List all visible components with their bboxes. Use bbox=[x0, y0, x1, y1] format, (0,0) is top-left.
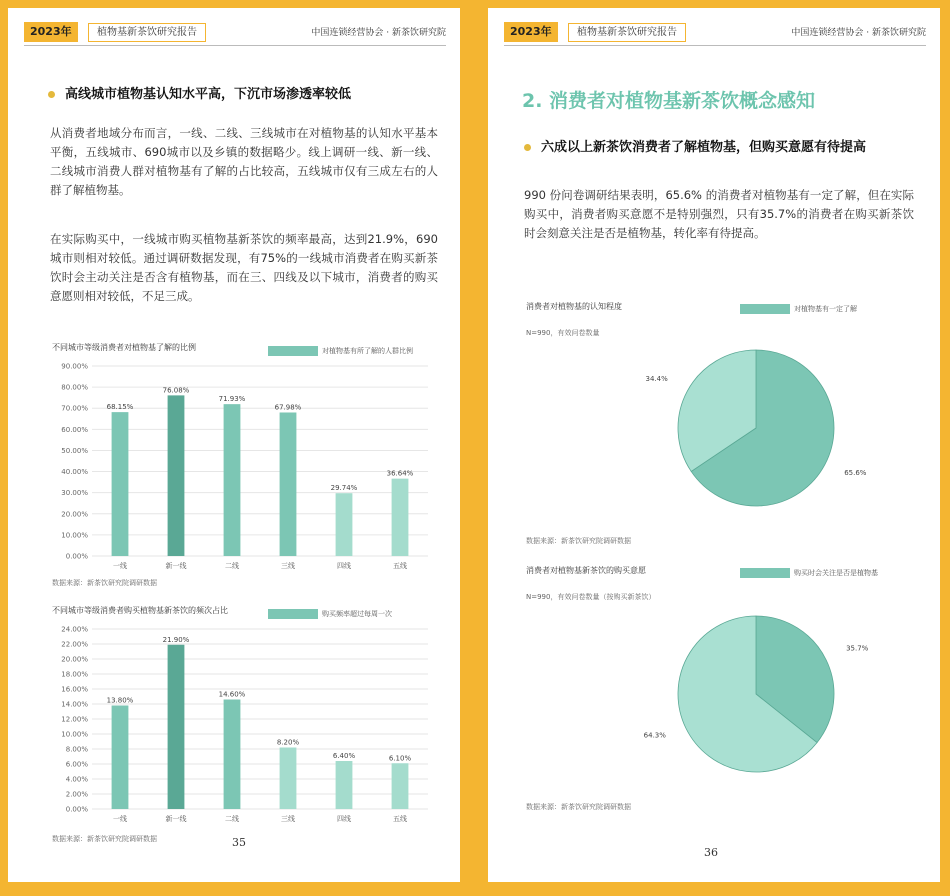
data-label: 14.60% bbox=[218, 690, 246, 699]
data-label: 35.7% bbox=[846, 644, 869, 653]
pie1-unit: N=990，有效问卷数量 bbox=[526, 329, 600, 337]
paragraph-1: 从消费者地域分布而言，一线、二线、三线城市在对植物基的认知水平基本平衡，五线城市、690城市以及乡镇的数据略少。线上调研一线、新一线、二线城市消费人群对植物基有了解的占比较高，五线城市仅有三成左右的人群了解植物基。 bbox=[50, 126, 438, 197]
x-tick-label: 新一线 bbox=[165, 815, 187, 823]
bar bbox=[392, 479, 409, 556]
x-tick-label: 五线 bbox=[393, 815, 407, 823]
bar bbox=[224, 404, 241, 556]
pie1-source: 数据来源：新茶饮研究院调研数据 bbox=[526, 537, 631, 545]
bar bbox=[112, 706, 129, 810]
x-tick-label: 三线 bbox=[281, 815, 295, 823]
bar bbox=[168, 645, 185, 809]
pie2-unit: N=990，有效问卷数量（按购买新茶饮） bbox=[526, 593, 656, 601]
y-tick-label: 20.00% bbox=[61, 655, 88, 664]
y-tick-label: 8.00% bbox=[65, 745, 88, 754]
chart2-source: 数据来源：新茶饮研究院调研数据 bbox=[52, 835, 157, 843]
source-tag: 中国连锁经营协会 · 新茶饮研究院 bbox=[311, 28, 446, 38]
data-label: 76.08% bbox=[162, 386, 190, 395]
paragraph-1: 990 份问卷调研结果表明，65.6% 的消费者对植物基有一定了解，但在实际购买中，消费者购买意愿不是特别强烈，只有35.7%的消费者在购买新茶饮时会刻意关注是否是植物基，转化率有待提高。 bbox=[524, 188, 914, 240]
chart1-svg bbox=[48, 360, 438, 572]
page-number: 35 bbox=[232, 836, 246, 849]
header-divider bbox=[504, 45, 926, 46]
section-title-text: 高线城市植物基认知水平高，下沉市场渗透率较低 bbox=[65, 87, 352, 102]
pie2-legend bbox=[740, 562, 878, 577]
y-tick-label: 10.00% bbox=[61, 730, 88, 739]
bar bbox=[112, 412, 129, 556]
y-tick-label: 2.00% bbox=[65, 790, 88, 799]
legend-swatch bbox=[740, 568, 790, 578]
pie2-source: 数据来源：新茶饮研究院调研数据 bbox=[526, 803, 631, 811]
bullet-dot-icon bbox=[48, 91, 55, 98]
y-tick-label: 60.00% bbox=[61, 425, 88, 434]
x-tick-label: 一线 bbox=[113, 562, 127, 570]
report-title: 植物基新茶饮研究报告 bbox=[568, 23, 686, 42]
left-page bbox=[8, 8, 460, 882]
data-label: 13.80% bbox=[106, 696, 134, 705]
legend-swatch bbox=[268, 609, 318, 619]
legend-text: 购买频率超过每周一次 bbox=[322, 609, 392, 618]
data-label: 71.93% bbox=[218, 395, 246, 404]
y-tick-label: 40.00% bbox=[61, 468, 88, 477]
data-label: 65.6% bbox=[844, 469, 867, 478]
pie1-title: 消费者对植物基的认知程度 bbox=[526, 302, 622, 311]
y-tick-label: 50.00% bbox=[61, 446, 88, 455]
x-tick-label: 四线 bbox=[337, 815, 351, 823]
bar bbox=[168, 395, 185, 556]
bar bbox=[280, 412, 297, 556]
chart2-title: 不同城市等级消费者购买植物基新茶饮的频次占比 bbox=[52, 606, 228, 615]
data-label: 68.15% bbox=[106, 403, 134, 412]
y-tick-label: 4.00% bbox=[65, 775, 88, 784]
y-tick-label: 24.00% bbox=[61, 625, 88, 634]
header-divider bbox=[24, 45, 446, 46]
page-header bbox=[504, 22, 926, 44]
data-label: 6.40% bbox=[332, 752, 356, 760]
bar bbox=[224, 700, 241, 810]
x-tick-label: 二线 bbox=[225, 815, 239, 823]
data-label: 6.10% bbox=[388, 754, 412, 763]
data-label: 21.90% bbox=[162, 635, 190, 644]
data-label: 29.74% bbox=[330, 484, 358, 493]
y-tick-label: 18.00% bbox=[61, 670, 88, 679]
x-tick-label: 新一线 bbox=[165, 562, 187, 570]
paragraph-2: 在实际购买中，一线城市购买植物基新茶饮的频率最高，达到21.9%，690城市则相对较低。通过调研数据发现，有75%的一线城市消费者在购买新茶饮时会主动关注是否含有植物基，而在三、四线及以下城市，消费者的购买意愿则相对较低，不足三成。 bbox=[50, 232, 438, 303]
page-header bbox=[24, 22, 446, 44]
y-tick-label: 70.00% bbox=[61, 404, 88, 413]
year-tag: 2023年 bbox=[24, 22, 78, 42]
y-tick-label: 0.00% bbox=[65, 552, 88, 561]
bar bbox=[336, 761, 353, 809]
chart2-svg bbox=[48, 623, 438, 825]
chart2-legend bbox=[268, 603, 392, 618]
y-tick-label: 80.00% bbox=[61, 383, 88, 392]
year-tag: 2023年 bbox=[504, 22, 558, 42]
report-title: 植物基新茶饮研究报告 bbox=[88, 23, 206, 42]
x-tick-label: 四线 bbox=[337, 562, 351, 570]
legend-text: 对植物基有一定了解 bbox=[794, 304, 857, 313]
legend-text: 购买时会关注是否是植物基 bbox=[794, 568, 878, 577]
y-tick-label: 90.00% bbox=[61, 362, 88, 371]
bar bbox=[392, 763, 409, 809]
chart1-title: 不同城市等级消费者对植物基了解的比例 bbox=[52, 343, 196, 352]
y-tick-label: 10.00% bbox=[61, 531, 88, 540]
section-title bbox=[524, 136, 934, 155]
data-label: 34.4% bbox=[645, 374, 668, 383]
data-label: 8.20% bbox=[276, 738, 300, 747]
y-tick-label: 0.00% bbox=[65, 805, 88, 814]
page-number: 36 bbox=[704, 846, 718, 859]
data-label: 67.98% bbox=[274, 403, 302, 412]
bullet-dot-icon bbox=[524, 144, 531, 151]
y-tick-label: 30.00% bbox=[61, 489, 88, 498]
y-tick-label: 6.00% bbox=[65, 760, 88, 769]
chapter-title: 2. 消费者对植物基新茶饮概念感知 bbox=[522, 90, 816, 112]
legend-swatch bbox=[268, 346, 318, 356]
bar bbox=[336, 493, 353, 556]
pie1-legend bbox=[740, 298, 857, 313]
pie2-svg bbox=[526, 606, 916, 786]
x-tick-label: 三线 bbox=[281, 562, 295, 570]
x-tick-label: 一线 bbox=[113, 815, 127, 823]
y-tick-label: 12.00% bbox=[61, 715, 88, 724]
legend-text: 对植物基有所了解的人群比例 bbox=[322, 346, 413, 355]
x-tick-label: 五线 bbox=[393, 562, 407, 570]
y-tick-label: 16.00% bbox=[61, 685, 88, 694]
y-tick-label: 20.00% bbox=[61, 510, 88, 519]
y-tick-label: 22.00% bbox=[61, 640, 88, 649]
legend-swatch bbox=[740, 304, 790, 314]
section-title bbox=[48, 83, 448, 102]
chart1-legend bbox=[268, 340, 413, 355]
source-tag: 中国连锁经营协会 · 新茶饮研究院 bbox=[791, 28, 926, 38]
y-tick-label: 14.00% bbox=[61, 700, 88, 709]
right-page bbox=[488, 8, 940, 882]
data-label: 36.64% bbox=[386, 469, 414, 478]
x-tick-label: 二线 bbox=[225, 562, 239, 570]
section-title-text: 六成以上新茶饮消费者了解植物基，但购买意愿有待提高 bbox=[541, 140, 867, 155]
data-label: 64.3% bbox=[643, 731, 666, 740]
pie1-svg bbox=[526, 338, 916, 518]
bar bbox=[280, 748, 297, 810]
pie2-title: 消费者对植物基新茶饮的购买意愿 bbox=[526, 566, 646, 575]
chart1-source: 数据来源：新茶饮研究院调研数据 bbox=[52, 579, 157, 587]
